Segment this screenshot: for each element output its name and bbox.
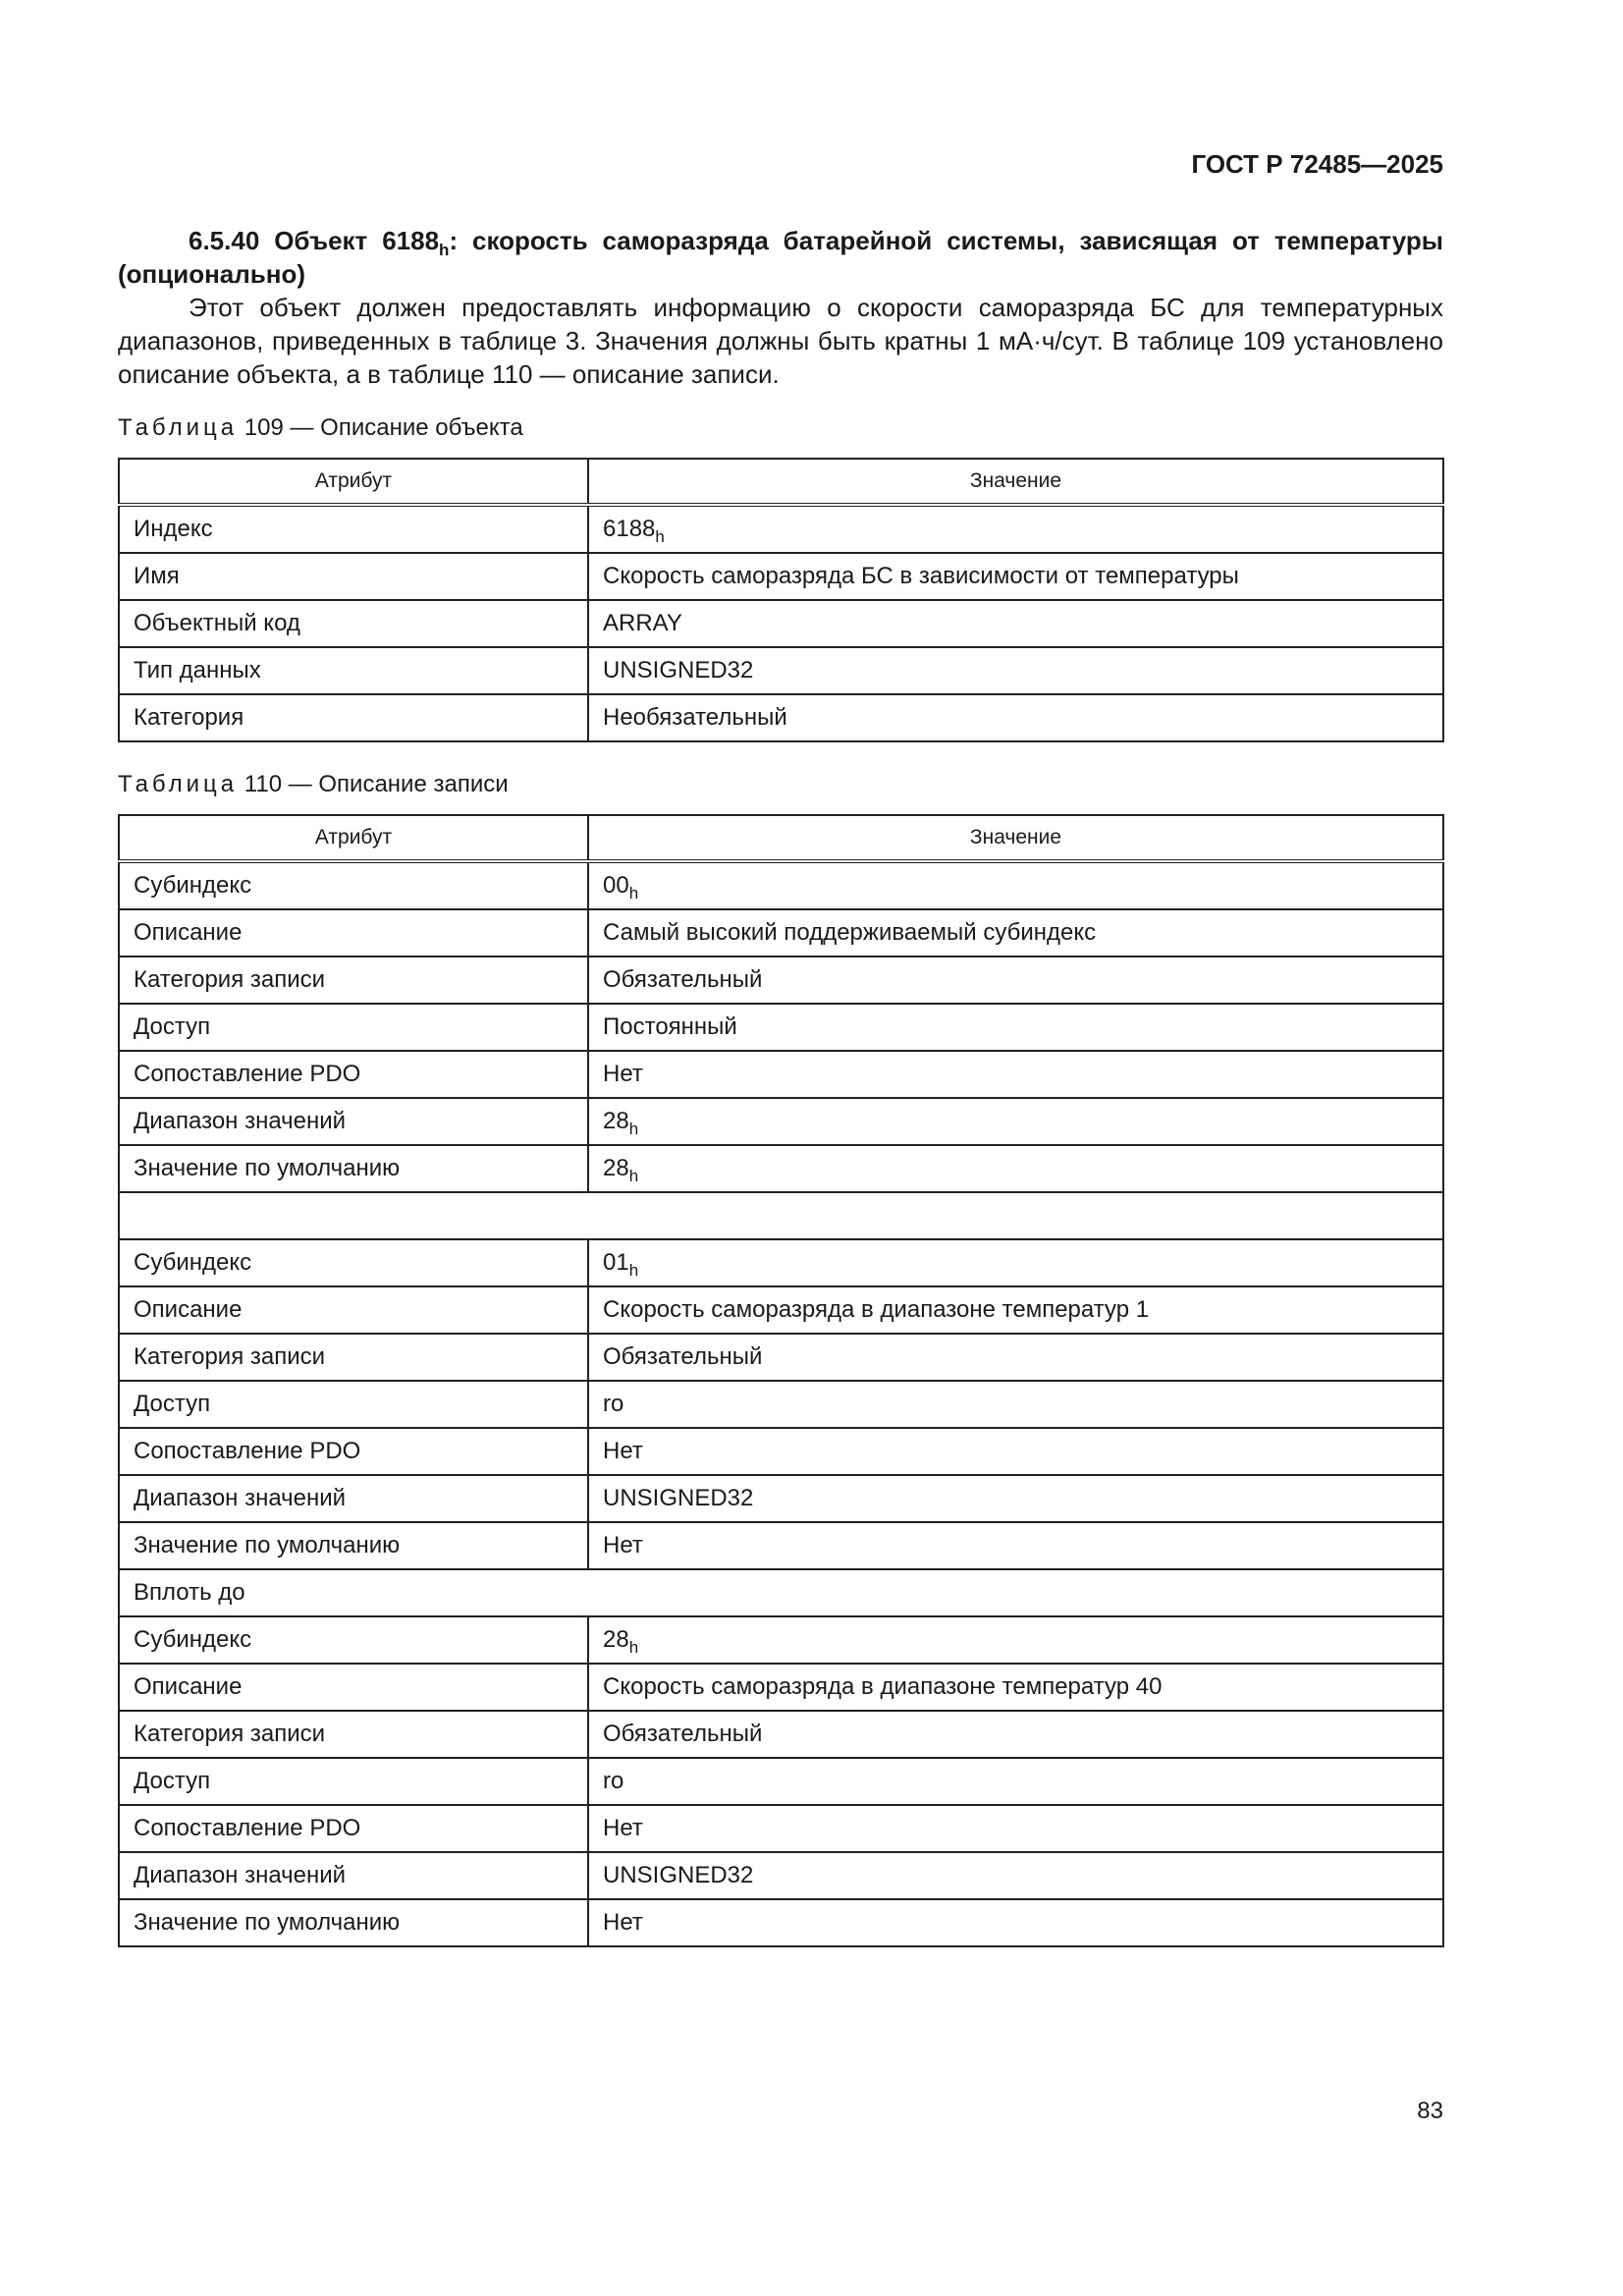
- value-text: ro: [603, 1768, 624, 1794]
- value-cell: [588, 1051, 1443, 1098]
- value-cell: [588, 1145, 1443, 1192]
- value-cell: [588, 1098, 1443, 1145]
- value-text: Нет: [603, 1438, 643, 1464]
- table-row: [119, 1381, 1443, 1428]
- attribute-cell: Доступ: [119, 1758, 588, 1805]
- section-title: [118, 224, 1443, 291]
- table-109: [118, 458, 1444, 742]
- table-row: [119, 505, 1443, 553]
- table-row: [119, 1664, 1443, 1711]
- value-text: ro: [603, 1391, 624, 1417]
- value-cell: [588, 1239, 1443, 1286]
- value-text: Скорость саморазряда в диапазоне температур 1: [603, 1296, 1150, 1323]
- value-cell: [588, 1758, 1443, 1805]
- value-cell: [588, 1852, 1443, 1899]
- section-6-5-40: [118, 224, 1443, 391]
- document-code: ГОСТ Р 72485—2025: [1191, 149, 1443, 179]
- value-cell: [588, 1475, 1443, 1522]
- table-109-caption-text: 109 — Описание объекта: [238, 414, 523, 441]
- attribute-cell: Субиндекс: [119, 1616, 588, 1664]
- value-text: 6188: [603, 516, 656, 542]
- attribute-cell: Сопоставление PDO: [119, 1051, 588, 1098]
- value-cell: [588, 1711, 1443, 1758]
- value-cell: [588, 1899, 1443, 1946]
- value-cell: [588, 600, 1443, 647]
- table-109-caption-word: Таблица: [118, 414, 239, 441]
- table-110-caption: [118, 771, 509, 798]
- table-109-header-row: [119, 459, 1443, 505]
- table-row: [119, 1192, 1443, 1239]
- value-cell: [588, 1664, 1443, 1711]
- table-row: [119, 600, 1443, 647]
- attribute-cell: Диапазон значений: [119, 1098, 588, 1145]
- value-cell: [588, 861, 1443, 909]
- table-row: [119, 553, 1443, 600]
- value-text: 28: [603, 1155, 629, 1181]
- attribute-cell: Объектный код: [119, 600, 588, 647]
- value-cell: [588, 909, 1443, 957]
- table-row: [119, 647, 1443, 694]
- value-cell: [588, 1286, 1443, 1334]
- table-row: [119, 1805, 1443, 1852]
- value-cell: [588, 1428, 1443, 1475]
- table-109-header-value: Значение: [588, 459, 1443, 505]
- value-cell: [588, 647, 1443, 694]
- table-row: [119, 909, 1443, 957]
- value-subscript: h: [628, 1261, 639, 1280]
- value-cell: [588, 1805, 1443, 1852]
- table-row: [119, 1711, 1443, 1758]
- table-row: [119, 1428, 1443, 1475]
- value-text: Скорость саморазряда БС в зависимости от температуры: [603, 563, 1239, 589]
- value-text: Обязательный: [603, 1721, 763, 1747]
- section-title-suffix: : скорость саморазряда батарейной системы, зависящая от температуры (опционально): [118, 226, 1443, 289]
- value-cell: [588, 505, 1443, 553]
- value-text: 00: [603, 872, 629, 899]
- page-number: 83: [1417, 2098, 1443, 2124]
- table-row: [119, 1051, 1443, 1098]
- value-text: UNSIGNED32: [603, 1485, 754, 1511]
- value-text: Обязательный: [603, 1343, 763, 1370]
- value-text: 01: [603, 1249, 629, 1276]
- attribute-cell: Категория: [119, 694, 588, 741]
- table-row: [119, 1852, 1443, 1899]
- value-cell: [588, 1522, 1443, 1569]
- value-text: Скорость саморазряда в диапазоне температур 40: [603, 1673, 1163, 1700]
- table-row: [119, 1239, 1443, 1286]
- attribute-cell: Описание: [119, 909, 588, 957]
- value-text: Постоянный: [603, 1013, 737, 1040]
- value-text: Нет: [603, 1061, 643, 1087]
- value-subscript: h: [628, 884, 639, 902]
- value-cell: [588, 957, 1443, 1004]
- table-row: [119, 1286, 1443, 1334]
- attribute-cell: Категория записи: [119, 1711, 588, 1758]
- attribute-cell: Сопоставление PDO: [119, 1428, 588, 1475]
- value-subscript: h: [628, 1167, 639, 1185]
- table-row: [119, 1569, 1443, 1616]
- table-110-caption-text: 110 — Описание записи: [238, 771, 509, 797]
- attribute-cell: Доступ: [119, 1004, 588, 1051]
- value-text: 28: [603, 1108, 629, 1134]
- table-span-cell: Вплоть до: [119, 1569, 1443, 1616]
- attribute-cell: Сопоставление PDO: [119, 1805, 588, 1852]
- attribute-cell: Диапазон значений: [119, 1475, 588, 1522]
- table-110-caption-word: Таблица: [118, 771, 239, 797]
- attribute-cell: Значение по умолчанию: [119, 1522, 588, 1569]
- table-row: [119, 861, 1443, 909]
- table-row: [119, 1758, 1443, 1805]
- attribute-cell: Категория записи: [119, 1334, 588, 1381]
- table-109-header-attribute: Атрибут: [119, 459, 588, 505]
- value-text: Обязательный: [603, 966, 763, 993]
- attribute-cell: Описание: [119, 1286, 588, 1334]
- table-110-header-value: Значение: [588, 815, 1443, 861]
- table-110-header-row: [119, 815, 1443, 861]
- table-row: [119, 1098, 1443, 1145]
- section-title-subscript: h: [439, 241, 450, 259]
- value-cell: [588, 553, 1443, 600]
- table-row: [119, 1899, 1443, 1946]
- value-text: Нет: [603, 1815, 643, 1841]
- attribute-cell: Категория записи: [119, 957, 588, 1004]
- value-text: Нет: [603, 1909, 643, 1936]
- attribute-cell: Имя: [119, 553, 588, 600]
- value-text: Самый высокий поддерживаемый субиндекс: [603, 919, 1097, 946]
- table-110-header-attribute: Атрибут: [119, 815, 588, 861]
- value-subscript: h: [628, 1120, 639, 1138]
- table-span-cell: [119, 1192, 1443, 1239]
- section-title-prefix: 6.5.40 Объект 6188: [189, 226, 440, 255]
- table-row: [119, 1004, 1443, 1051]
- value-cell: [588, 694, 1443, 741]
- attribute-cell: Индекс: [119, 505, 588, 553]
- attribute-cell: Субиндекс: [119, 1239, 588, 1286]
- table-110: [118, 814, 1444, 1947]
- value-cell: [588, 1334, 1443, 1381]
- attribute-cell: Значение по умолчанию: [119, 1145, 588, 1192]
- value-subscript: h: [628, 1638, 639, 1657]
- attribute-cell: Субиндекс: [119, 861, 588, 909]
- section-body: Этот объект должен предоставлять информацию о скорости саморазряда БС для температурных диапазонов, приведенных в таблице 3. Значения должны быть кратны 1 мА·ч/сут. В таблице 109 установлено описание объекта, а в таблице 110 — описание записи.: [118, 293, 1443, 389]
- table-row: [119, 957, 1443, 1004]
- value-text: UNSIGNED32: [603, 657, 754, 683]
- value-text: 28: [603, 1626, 629, 1653]
- table-row: [119, 1616, 1443, 1664]
- value-subscript: h: [655, 527, 665, 546]
- value-text: Нет: [603, 1532, 643, 1558]
- value-cell: [588, 1004, 1443, 1051]
- value-cell: [588, 1381, 1443, 1428]
- table-row: [119, 1475, 1443, 1522]
- table-row: [119, 1145, 1443, 1192]
- value-cell: [588, 1616, 1443, 1664]
- attribute-cell: Диапазон значений: [119, 1852, 588, 1899]
- table-row: [119, 1334, 1443, 1381]
- attribute-cell: Значение по умолчанию: [119, 1899, 588, 1946]
- attribute-cell: Доступ: [119, 1381, 588, 1428]
- value-text: Необязательный: [603, 704, 787, 731]
- attribute-cell: Тип данных: [119, 647, 588, 694]
- attribute-cell: Описание: [119, 1664, 588, 1711]
- value-text: ARRAY: [603, 610, 682, 636]
- value-text: UNSIGNED32: [603, 1862, 754, 1888]
- table-row: [119, 1522, 1443, 1569]
- table-109-caption: [118, 414, 523, 442]
- table-row: [119, 694, 1443, 741]
